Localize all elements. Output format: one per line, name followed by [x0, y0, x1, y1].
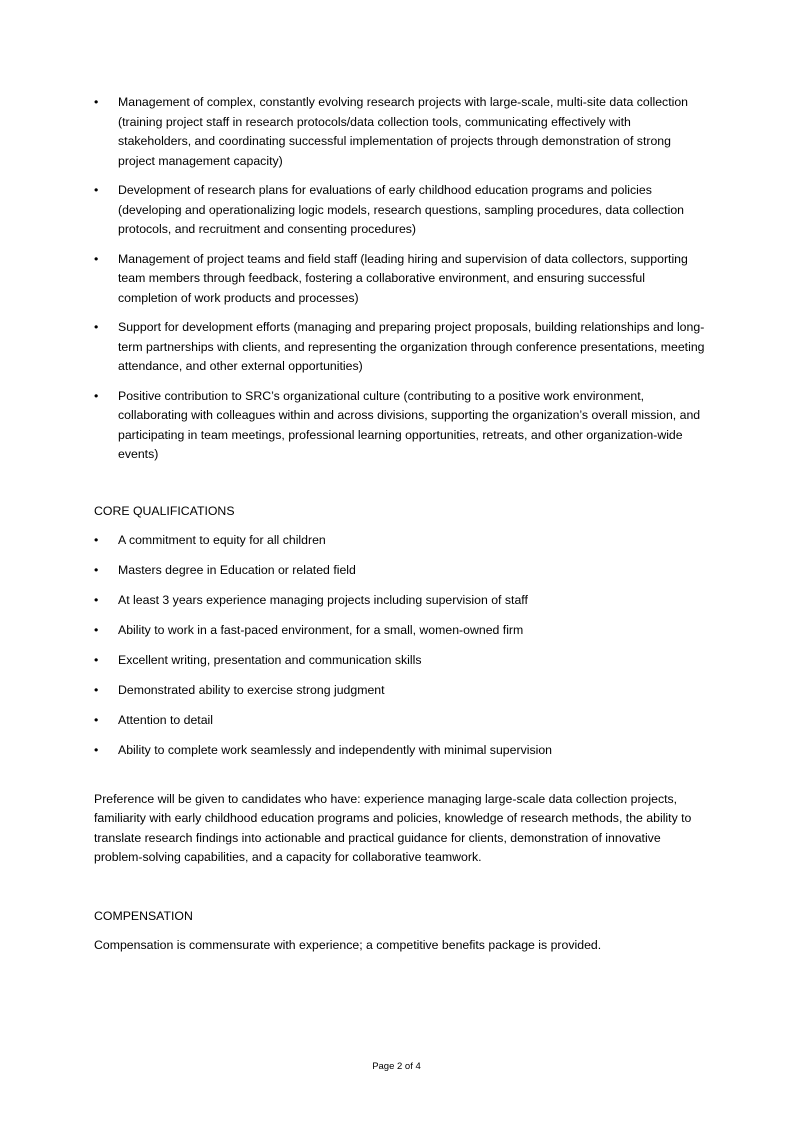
list-item: [94, 711, 706, 731]
preference-paragraph: Preference will be given to candidates who have: experience managing large-scale data collection projects, familiarity with early childhood education programs and policies, knowledge of research methods, the ability to translate research findings into actionable and practical guidance for clients, demonstration of innovative problem-solving capabilities, and a capacity for collaborative teamwork.: [94, 791, 692, 864]
list-item: [94, 621, 706, 641]
list-item: [94, 681, 706, 701]
list-item: [94, 250, 706, 309]
bullet-icon: •: [94, 251, 99, 266]
list-item: [94, 318, 706, 377]
compensation-heading: COMPENSATION: [94, 908, 193, 923]
list-item: [94, 651, 706, 671]
list-item-text: Demonstrated ability to exercise strong judgment: [118, 683, 385, 697]
list-item-text: Support for development efforts (managing and preparing project proposals, building relationships and long-term partnerships with clients, and representing the organization through conference presentations, meeting attendance, and other external opportunities): [118, 320, 705, 373]
bullet-icon: •: [94, 388, 99, 403]
list-item-text: A commitment to equity for all children: [118, 533, 326, 547]
bullet-icon: •: [94, 653, 99, 667]
bullet-icon: •: [94, 95, 99, 109]
bullet-icon: •: [94, 743, 99, 757]
list-item-text: Masters degree in Education or related field: [118, 563, 356, 577]
list-item-text: Development of research plans for evaluations of early childhood education programs and policies (developing and operationalizing logic models, research questions, sampling procedures, data collection protocols, and recruitment and consenting procedures): [118, 183, 684, 236]
list-item-text: Positive contribution to SRC’s organizational culture (contributing to a positive work environment, collaborating with colleagues within and across divisions, supporting the organization’s overall mission, and participating in team meetings, professional learning opportunities, retreats, and other organization-wide events): [118, 388, 701, 461]
bullet-icon: •: [94, 623, 99, 637]
list-item-text: Ability to work in a fast-paced environment, for a small, women-owned firm: [118, 623, 524, 637]
responsibilities-list: [94, 93, 706, 465]
page-number-footer: Page 2 of 4: [372, 1061, 421, 1072]
list-item: [94, 591, 706, 611]
list-item: [94, 181, 706, 240]
list-item: [94, 93, 706, 171]
list-item: [94, 741, 706, 761]
bullet-icon: •: [94, 320, 99, 334]
bullet-icon: •: [94, 183, 99, 197]
list-item: [94, 531, 706, 551]
list-item: [94, 561, 706, 581]
compensation-text: Compensation is commensurate with experience; a competitive benefits package is provided.: [94, 938, 602, 952]
bullet-icon: •: [94, 533, 99, 547]
bullet-icon: •: [94, 683, 99, 697]
list-item-text: Excellent writing, presentation and communication skills: [118, 653, 422, 667]
core-qualifications-list: [94, 531, 706, 761]
bullet-icon: •: [94, 713, 99, 727]
page-content: [94, 93, 706, 956]
list-item-text: Management of project teams and field staff (leading hiring and supervision of data collectors, supporting team members through feedback, fostering a collaborative environment, and ensuring successful completion of work products and processes): [118, 251, 688, 305]
list-item: [94, 387, 706, 465]
bullet-icon: •: [94, 593, 99, 607]
list-item-text: Management of complex, constantly evolving research projects with large-scale, multi-site data collection (training project staff in research protocols/data collection tools, communicating effectively with stakeholders, and coordinating successful implementation of projects through demonstration of strong project management capacity): [118, 95, 689, 168]
list-item-text: At least 3 years experience managing projects including supervision of staff: [118, 593, 528, 607]
core-qualifications-heading: CORE QUALIFICATIONS: [94, 503, 235, 518]
list-item-text: Ability to complete work seamlessly and independently with minimal supervision: [118, 743, 553, 757]
list-item-text: Attention to detail: [118, 713, 214, 727]
bullet-icon: •: [94, 563, 99, 577]
